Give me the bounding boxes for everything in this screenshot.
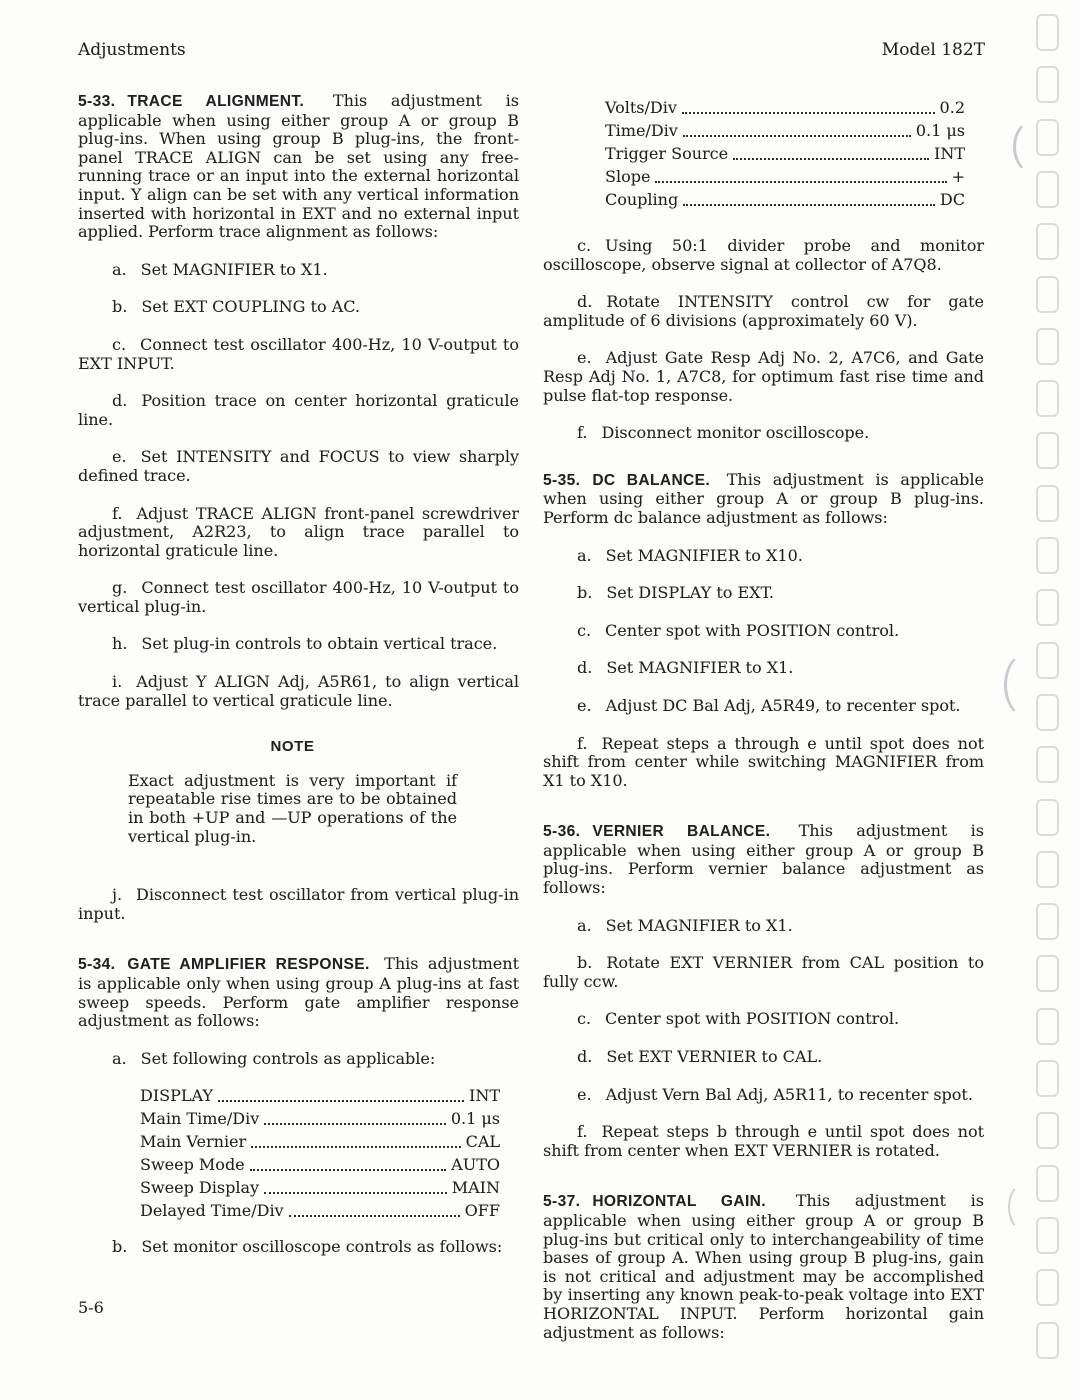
step-label: j.: [112, 885, 123, 905]
step-5-34-e: [543, 349, 984, 405]
step-text: Set MAGNIFIER to X1.: [140, 259, 328, 279]
setting-value: CAL: [465, 1132, 500, 1152]
right-column: [543, 88, 984, 1342]
table-row: [605, 96, 965, 119]
step-text: Set EXT VERNIER to CAL.: [606, 1047, 823, 1067]
binding-hole: [1036, 1165, 1059, 1202]
setting-label: Volts/Div: [605, 98, 677, 117]
step-label: d.: [577, 658, 593, 678]
step-5-33-d: [78, 392, 519, 429]
binding-mark-arc: [1004, 652, 1051, 718]
binding-mark-arc: [1013, 120, 1054, 174]
table-row: [605, 142, 965, 165]
step-label: b.: [577, 953, 593, 973]
step-text: Set plug-in controls to obtain vertical trace.: [141, 634, 498, 654]
setting-label: Sweep Display: [140, 1178, 260, 1198]
section-5-36: [543, 822, 984, 897]
setting-value: OFF: [464, 1201, 500, 1221]
binding-hole: [1036, 955, 1059, 992]
step-text: Set following controls as applicable:: [140, 1048, 436, 1068]
step-text: Connect test oscillator 400-Hz, 10 V-output to EXT INPUT.: [78, 334, 519, 373]
step-label: f.: [112, 503, 123, 523]
step-5-36-f: [543, 1123, 984, 1160]
section-intro: This adjustment is applicable when using either group A or group B plug-ins. Perform vernier balance adjustment as follows:: [543, 821, 984, 898]
controls-settings-table: [140, 1084, 500, 1222]
binding-hole: [1036, 1217, 1059, 1254]
step-5-36-a: [543, 917, 984, 936]
step-5-36-d: [543, 1048, 984, 1067]
step-5-33-c: [78, 336, 519, 373]
section-number: 5-35.: [543, 471, 581, 489]
step-label: d.: [577, 1047, 593, 1067]
setting-label: Slope: [605, 167, 651, 186]
step-label: e.: [577, 1084, 592, 1104]
setting-value: 0.1 μs: [450, 1109, 500, 1129]
step-5-33-g: [78, 579, 519, 616]
binding-mark-arc: [1008, 1182, 1042, 1232]
setting-value: INT: [934, 144, 965, 163]
section-number: 5-34.: [78, 956, 116, 974]
dot-leader: [264, 1123, 446, 1125]
step-text: Set MAGNIFIER to X1.: [606, 658, 794, 678]
note-block: [78, 738, 519, 846]
section-title: DC BALANCE.: [592, 471, 711, 489]
table-row: [605, 119, 965, 142]
step-text: Connect test oscillator 400-Hz, 10 V-output to vertical plug-in.: [78, 578, 519, 616]
table-row: [140, 1199, 500, 1222]
step-text: Disconnect monitor oscilloscope.: [601, 423, 870, 443]
step-text: Adjust Y ALIGN Adj, A5R61, to align vertical trace parallel to vertical graticule line.: [78, 672, 519, 710]
section-title: TRACE ALIGNMENT.: [127, 93, 305, 110]
section-number: 5-36.: [543, 823, 581, 841]
section-intro: This adjustment is applicable when using either group A or group B plug-ins but critical only to interchangeability of time bases of group A. When using group B plug-ins, gain is not critical and adjustment may be accomplished by inserting any known peak-to-peak voltage into EXT HORIZONTAL INPUT. Perform horizontal gain adjustment as follows:: [543, 1191, 984, 1342]
step-5-33-h: [78, 635, 519, 654]
binding-hole: [1036, 14, 1059, 51]
dot-leader: [251, 1146, 460, 1148]
step-5-35-e: [543, 697, 984, 716]
section-intro: This adjustment is applicable when using either group A or group B plug-ins. Perform dc balance adjustment as follows:: [543, 469, 984, 527]
setting-value: 0.1 μs: [915, 121, 965, 140]
binding-hole: [1036, 1008, 1059, 1045]
step-5-34-c: [543, 237, 984, 274]
step-label: i.: [112, 672, 123, 692]
header-section-title: Adjustments: [78, 40, 186, 60]
table-row: [605, 188, 965, 211]
step-text: Adjust Vern Bal Adj, A5R11, to recenter spot.: [605, 1084, 973, 1104]
section-5-34: [78, 955, 519, 1030]
section-5-35: [543, 471, 984, 528]
dot-leader: [264, 1192, 447, 1194]
step-text: Rotate EXT VERNIER from CAL position to fully ccw.: [543, 953, 984, 991]
dot-leader: [289, 1215, 460, 1217]
step-5-36-c: [543, 1010, 984, 1029]
step-text: Using 50:1 divider probe and monitor oscilloscope, observe signal at collector of A7Q8.: [543, 236, 984, 274]
step-5-35-f: [543, 735, 984, 791]
dot-leader: [655, 181, 946, 183]
step-label: f.: [577, 1122, 588, 1142]
binding-hole: [1036, 694, 1059, 731]
dot-leader: [683, 135, 911, 137]
setting-label: Trigger Source: [605, 144, 729, 163]
step-5-35-b: [543, 584, 984, 603]
setting-value: 0.2: [939, 98, 965, 117]
step-5-33-a: [78, 261, 519, 280]
step-5-33-e: [78, 448, 519, 485]
step-label: e.: [577, 348, 592, 368]
binding-hole: [1036, 1060, 1059, 1097]
step-label: c.: [577, 236, 592, 255]
step-text: Position trace on center horizontal graticule line.: [78, 391, 519, 429]
binding-hole: [1036, 380, 1059, 417]
step-text: Set MAGNIFIER to X10.: [605, 545, 803, 565]
binding-hole: [1036, 432, 1059, 469]
step-label: a.: [577, 915, 592, 935]
setting-label: Sweep Mode: [140, 1155, 245, 1175]
binding-hole: [1036, 799, 1059, 836]
binding-hole: [1036, 328, 1059, 365]
step-label: g.: [112, 578, 128, 598]
binding-hole: [1036, 746, 1059, 783]
step-text: Adjust Gate Resp Adj No. 2, A7C6, and Gate Resp Adj No. 1, A7C8, for optimum fast rise time and pulse flat-top response.: [543, 348, 984, 405]
note-heading: NOTE: [270, 738, 315, 756]
binding-hole: [1036, 223, 1059, 260]
step-label: a.: [112, 1048, 127, 1068]
table-row: [140, 1153, 500, 1176]
step-label: b.: [112, 297, 128, 317]
step-text: Set MAGNIFIER to X1.: [605, 915, 793, 935]
step-5-36-e: [543, 1086, 984, 1105]
step-text: Center spot with POSITION control.: [605, 620, 900, 640]
page-header: [78, 40, 985, 60]
step-5-35-c: [543, 622, 984, 641]
step-label: e.: [112, 447, 127, 467]
section-title: HORIZONTAL GAIN.: [592, 1193, 766, 1211]
section-intro: This adjustment is applicable when using either group A or group B plug-ins. When using group B plug-ins, the front-panel TRACE ALIGN can be set using any free-running trace or an input into the external horizontal input. Y align can be set with any vertical information inserted with horizontal in EXT and no external input applied. Perform trace alignment as follows:: [78, 91, 519, 242]
section-number: 5-33.: [78, 93, 116, 110]
left-column: [78, 92, 519, 1257]
binding-hole: [1036, 276, 1059, 313]
step-label: h.: [112, 634, 128, 654]
binding-hole: [1036, 537, 1059, 574]
table-row: [140, 1176, 500, 1199]
step-label: a.: [577, 545, 592, 565]
setting-value: DC: [939, 190, 965, 209]
step-text: Adjust TRACE ALIGN front-panel screwdriver adjustment, A2R23, to align trace parallel to horizontal graticule line.: [78, 503, 519, 560]
section-5-37: [543, 1192, 984, 1342]
setting-label: Delayed Time/Div: [140, 1201, 284, 1221]
binding-hole: [1036, 1112, 1059, 1149]
step-text: Set DISPLAY to EXT.: [606, 583, 774, 603]
binding-hole: [1036, 171, 1059, 208]
binding-hole: [1036, 589, 1059, 626]
step-5-34-f: [543, 424, 984, 443]
step-label: d.: [112, 391, 128, 411]
binding-hole: [1036, 903, 1059, 940]
step-5-33-f: [78, 505, 519, 561]
setting-value: MAIN: [451, 1178, 500, 1198]
section-title: GATE AMPLIFIER RESPONSE.: [127, 956, 370, 974]
step-label: e.: [577, 695, 592, 715]
monitor-settings-table: [605, 96, 965, 211]
step-5-34-a: [78, 1050, 519, 1069]
step-label: d.: [577, 292, 593, 312]
step-text: Center spot with POSITION control.: [605, 1009, 900, 1029]
dot-leader: [682, 112, 935, 114]
step-label: b.: [112, 1237, 128, 1257]
note-body: Exact adjustment is very important if repeatable rise times are to be obtained in both +UP and —UP operations of the vertical plug-in.: [128, 770, 457, 846]
binding-hole: [1036, 642, 1059, 679]
table-row: [605, 165, 965, 188]
step-5-35-d: [543, 659, 984, 678]
page-number: 5-6: [78, 1298, 104, 1317]
setting-label: DISPLAY: [140, 1086, 213, 1106]
setting-value: INT: [469, 1086, 500, 1106]
section-number: 5-37.: [543, 1193, 581, 1211]
table-row: [140, 1107, 500, 1130]
binding-hole: [1036, 66, 1059, 103]
table-row: [140, 1130, 500, 1153]
step-label: c.: [577, 620, 592, 640]
header-model: Model 182T: [881, 40, 985, 60]
step-text: Set monitor oscilloscope controls as follows:: [141, 1237, 503, 1257]
step-label: a.: [112, 259, 127, 279]
section-intro: This adjustment is applicable only when using group A plug-ins at fast sweep speeds. Perform gate amplifier response adjustment as follows:: [78, 954, 519, 1031]
step-5-33-b: [78, 298, 519, 317]
setting-label: Main Vernier: [140, 1132, 247, 1152]
step-label: c.: [577, 1009, 592, 1029]
binding-hole: [1036, 1322, 1059, 1359]
step-text: Repeat steps b through e until spot does not shift from center when EXT VERNIER is rotated.: [543, 1122, 984, 1160]
binding-hole: [1036, 485, 1059, 522]
step-text: Adjust DC Bal Adj, A5R49, to recenter spot.: [605, 695, 961, 715]
step-label: f.: [577, 423, 588, 443]
step-5-33-j: [78, 886, 519, 923]
dot-leader: [250, 1169, 447, 1171]
binding-hole: [1036, 1269, 1059, 1306]
setting-value: +: [951, 167, 965, 186]
step-5-36-b: [543, 954, 984, 991]
setting-label: Coupling: [605, 190, 679, 209]
dot-leader: [218, 1100, 464, 1102]
binding-hole: [1036, 119, 1059, 156]
setting-label: Main Time/Div: [140, 1109, 260, 1129]
step-5-33-i: [78, 673, 519, 710]
step-text: Disconnect test oscillator from vertical plug-in input.: [78, 885, 519, 923]
step-label: b.: [577, 583, 593, 603]
section-5-33: [78, 92, 519, 242]
step-text: Rotate INTENSITY control cw for gate amplitude of 6 divisions (approximately 60 V).: [543, 292, 984, 330]
step-label: f.: [577, 733, 588, 753]
step-5-34-d: [543, 293, 984, 330]
setting-value: AUTO: [451, 1155, 500, 1175]
dot-leader: [733, 158, 929, 160]
step-text: Set INTENSITY and FOCUS to view sharply defined trace.: [78, 447, 519, 485]
step-text: Repeat steps a through e until spot does not shift from center while switching MAGNIFIER from X1 to X10.: [543, 733, 984, 790]
table-row: [140, 1084, 500, 1107]
setting-label: Time/Div: [605, 121, 678, 140]
step-5-35-a: [543, 547, 984, 566]
binding-hole: [1036, 851, 1059, 888]
dot-leader: [683, 204, 935, 206]
step-label: c.: [112, 334, 127, 354]
step-text: Set EXT COUPLING to AC.: [141, 297, 360, 317]
step-5-34-b: [78, 1238, 519, 1257]
section-title: VERNIER BALANCE.: [592, 823, 771, 841]
